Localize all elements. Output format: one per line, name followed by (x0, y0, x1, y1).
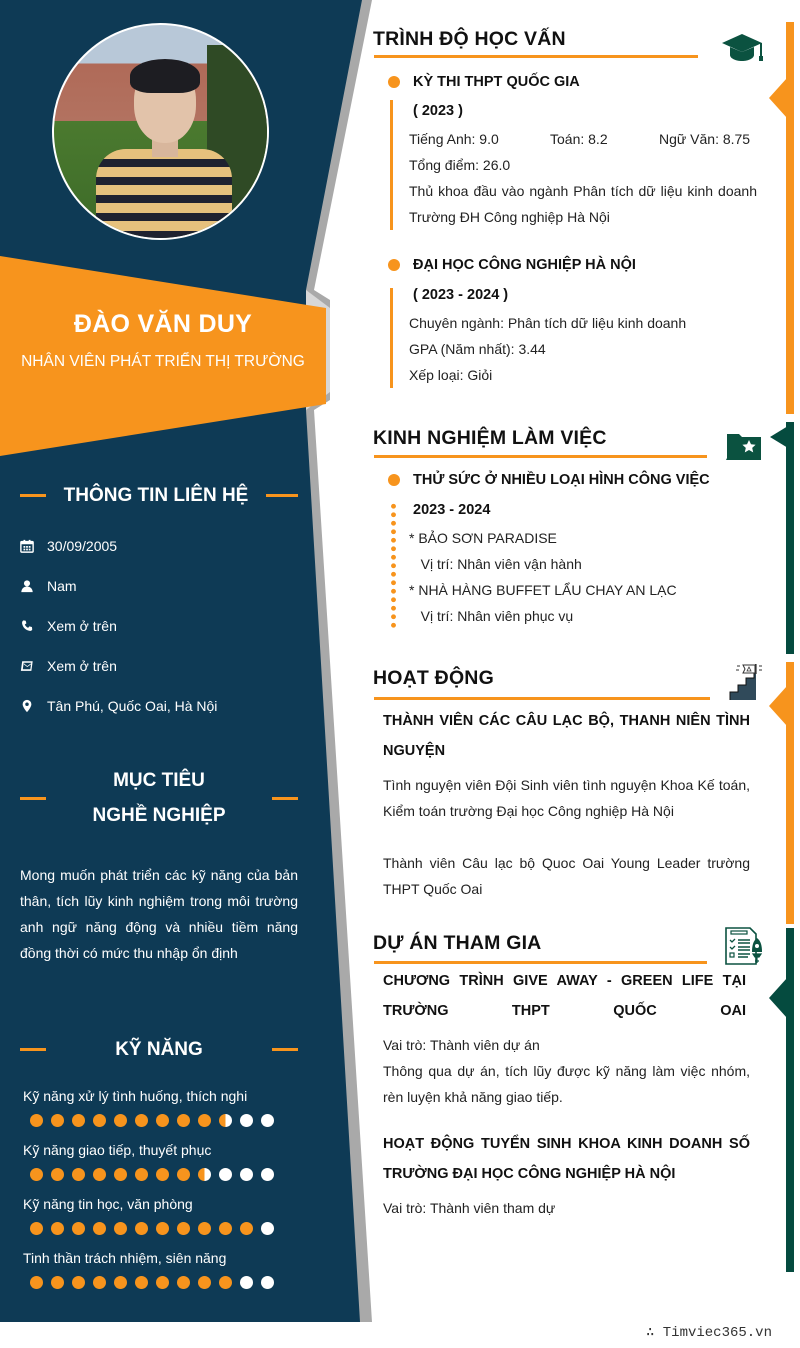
rating-dot (72, 1114, 85, 1127)
rating-dot (198, 1276, 211, 1289)
avatar-shirt (96, 149, 232, 240)
project-line: Thông qua dự án, tích lũy được kỹ năng làm việc nhóm, rèn luyện khả năng giao tiếp. (383, 1063, 750, 1105)
score-literature: Ngữ Văn: 8.75 (659, 131, 751, 147)
address-value: Tân Phú, Quốc Oai, Hà Nội (47, 698, 218, 714)
rating-dot (177, 1114, 190, 1127)
contact-phone[interactable] (20, 606, 300, 646)
experience-line: * BẢO SƠN PARADISE (409, 530, 557, 546)
heading-dash-right (272, 1048, 298, 1051)
skill-item (23, 1244, 303, 1298)
education-line: Thủ khoa đầu vào ngành Phân tích dữ liệu kinh doanh (409, 183, 757, 199)
phone-icon (20, 619, 47, 633)
experience-heading: KINH NGHIỆM LÀM VIỆC (373, 427, 607, 449)
calendar-icon (20, 539, 47, 553)
objective-text: Mong muốn phát triển các kỹ năng của bản thân, tích lũy kinh nghiệm trong môi trường anh ngữ năng động và nhiều tiềm năng đồng thời có mức thu nhập ổn định (20, 867, 298, 961)
rating-dot (240, 1168, 253, 1181)
skill-name: Kỹ năng tin học, văn phòng (23, 1196, 193, 1212)
job-title: NHÂN VIÊN PHÁT TRIỂN THỊ TRƯỜNG (21, 353, 305, 370)
rating-dot (114, 1222, 127, 1235)
rating-dot (51, 1168, 64, 1181)
education-entry-title: ĐẠI HỌC CÔNG NGHIỆP HÀ NỘI (413, 257, 636, 273)
contact-email[interactable] (20, 646, 300, 686)
education-entry-period: ( 2023 ) (413, 103, 463, 119)
rating-dot (219, 1222, 232, 1235)
rating-dot (240, 1114, 253, 1127)
rating-dot (30, 1276, 43, 1289)
edge-strip-education (786, 22, 794, 414)
edge-tab (770, 426, 788, 448)
section-rule (374, 455, 707, 458)
section-rule (374, 55, 698, 58)
experience-line: Vị trí: Nhân viên vận hành (409, 556, 582, 572)
rating-dot (135, 1168, 148, 1181)
edge-strip-experience (786, 422, 794, 654)
rating-dot (30, 1222, 43, 1235)
phone-value: Xem ở trên (47, 618, 117, 634)
contact-gender (20, 566, 300, 606)
edge-strip-activities (786, 662, 794, 924)
graduation-cap-icon (720, 32, 764, 64)
rating-dot (51, 1114, 64, 1127)
activity-title: THÀNH VIÊN CÁC CÂU LẠC BỘ, THANH NIÊN TÌNH NGUYỆN (383, 713, 750, 759)
skill-item (23, 1136, 303, 1190)
score-math: Toán: 8.2 (550, 131, 608, 147)
email-icon (20, 659, 47, 673)
contact-list (20, 526, 300, 726)
skill-name: Kỹ năng giao tiếp, thuyết phục (23, 1142, 212, 1158)
rating-dot (135, 1114, 148, 1127)
score-english: Tiếng Anh: 9.0 (409, 131, 499, 147)
edge-tab (769, 686, 787, 726)
experience-line: * NHÀ HÀNG BUFFET LẨU CHAY AN LẠC (409, 582, 677, 598)
email-value: Xem ở trên (47, 658, 117, 674)
rating-dot (261, 1114, 274, 1127)
education-line: GPA (Năm nhất): 3.44 (409, 341, 546, 357)
heading-dash-left (20, 797, 46, 800)
timeline-bullet (388, 76, 400, 88)
rating-dot (72, 1222, 85, 1235)
skills-list (23, 1082, 303, 1298)
experience-entry-period: 2023 - 2024 (413, 502, 491, 518)
rating-dot (198, 1114, 211, 1127)
rating-dot (261, 1276, 274, 1289)
education-entry-title: KỲ THI THPT QUỐC GIA (413, 74, 580, 90)
timeline-line (390, 288, 393, 388)
heading-dash-left (20, 494, 46, 497)
contact-heading-text: THÔNG TIN LIÊN HỆ (63, 485, 249, 506)
rating-dot (114, 1114, 127, 1127)
rating-dot (30, 1114, 43, 1127)
education-entry-period: ( 2023 - 2024 ) (413, 287, 509, 303)
rating-dot (135, 1276, 148, 1289)
experience-line: Vị trí: Nhân viên phục vụ (409, 608, 574, 624)
rating-dot (51, 1276, 64, 1289)
rating-dot (177, 1222, 190, 1235)
edge-tab (769, 78, 787, 118)
full-name: ĐÀO VĂN DUY (73, 310, 253, 338)
timeline-line (390, 100, 393, 230)
section-rule (374, 697, 710, 700)
rating-dot (219, 1276, 232, 1289)
rating-dot (93, 1222, 106, 1235)
education-line: Chuyên ngành: Phân tích dữ liệu kinh doanh (409, 315, 687, 331)
rating-dot (198, 1222, 211, 1235)
location-pin-icon (20, 699, 47, 713)
checklist-rocket-icon (724, 926, 766, 966)
activity-paragraph: Thành viên Câu lạc bộ Quoc Oai Young Leader trường THPT Quốc Oai (383, 855, 750, 897)
rating-dot (72, 1276, 85, 1289)
rating-dot (156, 1276, 169, 1289)
rating-dot (93, 1168, 106, 1181)
contact-birthdate (20, 526, 300, 566)
skills-heading (20, 1032, 298, 1067)
rating-dot (240, 1276, 253, 1289)
folder-star-icon (725, 428, 765, 462)
skill-rating (23, 1222, 303, 1235)
footer-brand-link[interactable]: ∴ Timviec365.vn (645, 1325, 772, 1341)
skill-name: Kỹ năng xử lý tình huống, thích nghi (23, 1088, 248, 1104)
stairs-flag-icon (728, 662, 768, 702)
project-title: CHƯƠNG TRÌNH GIVE AWAY - GREEN LIFE TẠI TRƯỜNG THPT QUỐC OAI (383, 973, 746, 1019)
rating-dot (72, 1168, 85, 1181)
heading-dash-right (266, 494, 298, 497)
rating-dot (240, 1222, 253, 1235)
skill-item (23, 1082, 303, 1136)
rating-dot (156, 1222, 169, 1235)
timeline-dotted-line (391, 502, 396, 630)
activities-heading: HOẠT ĐỘNG (373, 667, 494, 689)
contact-address (20, 686, 300, 726)
avatar (52, 23, 269, 240)
education-line: Xếp loại: Giỏi (409, 367, 493, 383)
rating-dot (177, 1276, 190, 1289)
rating-dot (198, 1168, 211, 1181)
edge-strip-projects (786, 928, 794, 1272)
education-line: Trường ĐH Công nghiệp Hà Nội (409, 209, 610, 225)
rating-dot (261, 1222, 274, 1235)
rating-dot (114, 1276, 127, 1289)
projects-heading: DỰ ÁN THAM GIA (373, 932, 542, 954)
rating-dot (93, 1114, 106, 1127)
objective-heading (20, 763, 298, 833)
rating-dot (51, 1222, 64, 1235)
project-line: Vai trò: Thành viên tham dự (383, 1200, 556, 1216)
rating-dot (177, 1168, 190, 1181)
birthdate-value: 30/09/2005 (47, 538, 118, 554)
section-rule (374, 961, 707, 964)
activity-paragraph: Tình nguyện viên Đội Sinh viên tình nguyện Khoa Kế toán, Kiểm toán trường Đại học Công nghiệp Hà Nội (383, 777, 750, 819)
timeline-bullet (388, 259, 400, 271)
timeline-bullet (388, 474, 400, 486)
education-heading: TRÌNH ĐỘ HỌC VẤN (373, 28, 566, 50)
skill-rating (23, 1114, 303, 1127)
skill-name: Tinh thần trách nhiệm, siên năng (23, 1250, 227, 1266)
skill-rating (23, 1276, 303, 1289)
project-title: HOẠT ĐỘNG TUYỂN SINH KHOA KINH DOANH SỐ TRƯỜNG ĐẠI HỌC CÔNG NGHIỆP HÀ NỘI (383, 1136, 750, 1182)
heading-dash-left (20, 1048, 46, 1051)
user-icon (20, 579, 47, 593)
skill-rating (23, 1168, 303, 1181)
edge-tab (769, 978, 787, 1018)
rating-dot (135, 1222, 148, 1235)
experience-entry-title: THỬ SỨC Ở NHIỀU LOẠI HÌNH CÔNG VIỆC (413, 472, 710, 488)
rating-dot (261, 1168, 274, 1181)
education-line: Tổng điểm: 26.0 (409, 157, 511, 173)
rating-dot (156, 1114, 169, 1127)
project-line: Vai trò: Thành viên dự án (383, 1037, 540, 1053)
objective-heading-text: MỤC TIÊU NGHỀ NGHIỆP (92, 770, 226, 826)
rating-dot (219, 1168, 232, 1181)
gender-value: Nam (47, 578, 77, 594)
rating-dot (219, 1114, 232, 1127)
rating-dot (30, 1168, 43, 1181)
avatar-hair (130, 59, 200, 93)
skills-heading-text: KỸ NĂNG (115, 1039, 203, 1060)
rating-dot (93, 1276, 106, 1289)
skill-item (23, 1190, 303, 1244)
rating-dot (114, 1168, 127, 1181)
heading-dash-right (272, 797, 298, 800)
contact-heading (20, 478, 298, 513)
rating-dot (156, 1168, 169, 1181)
